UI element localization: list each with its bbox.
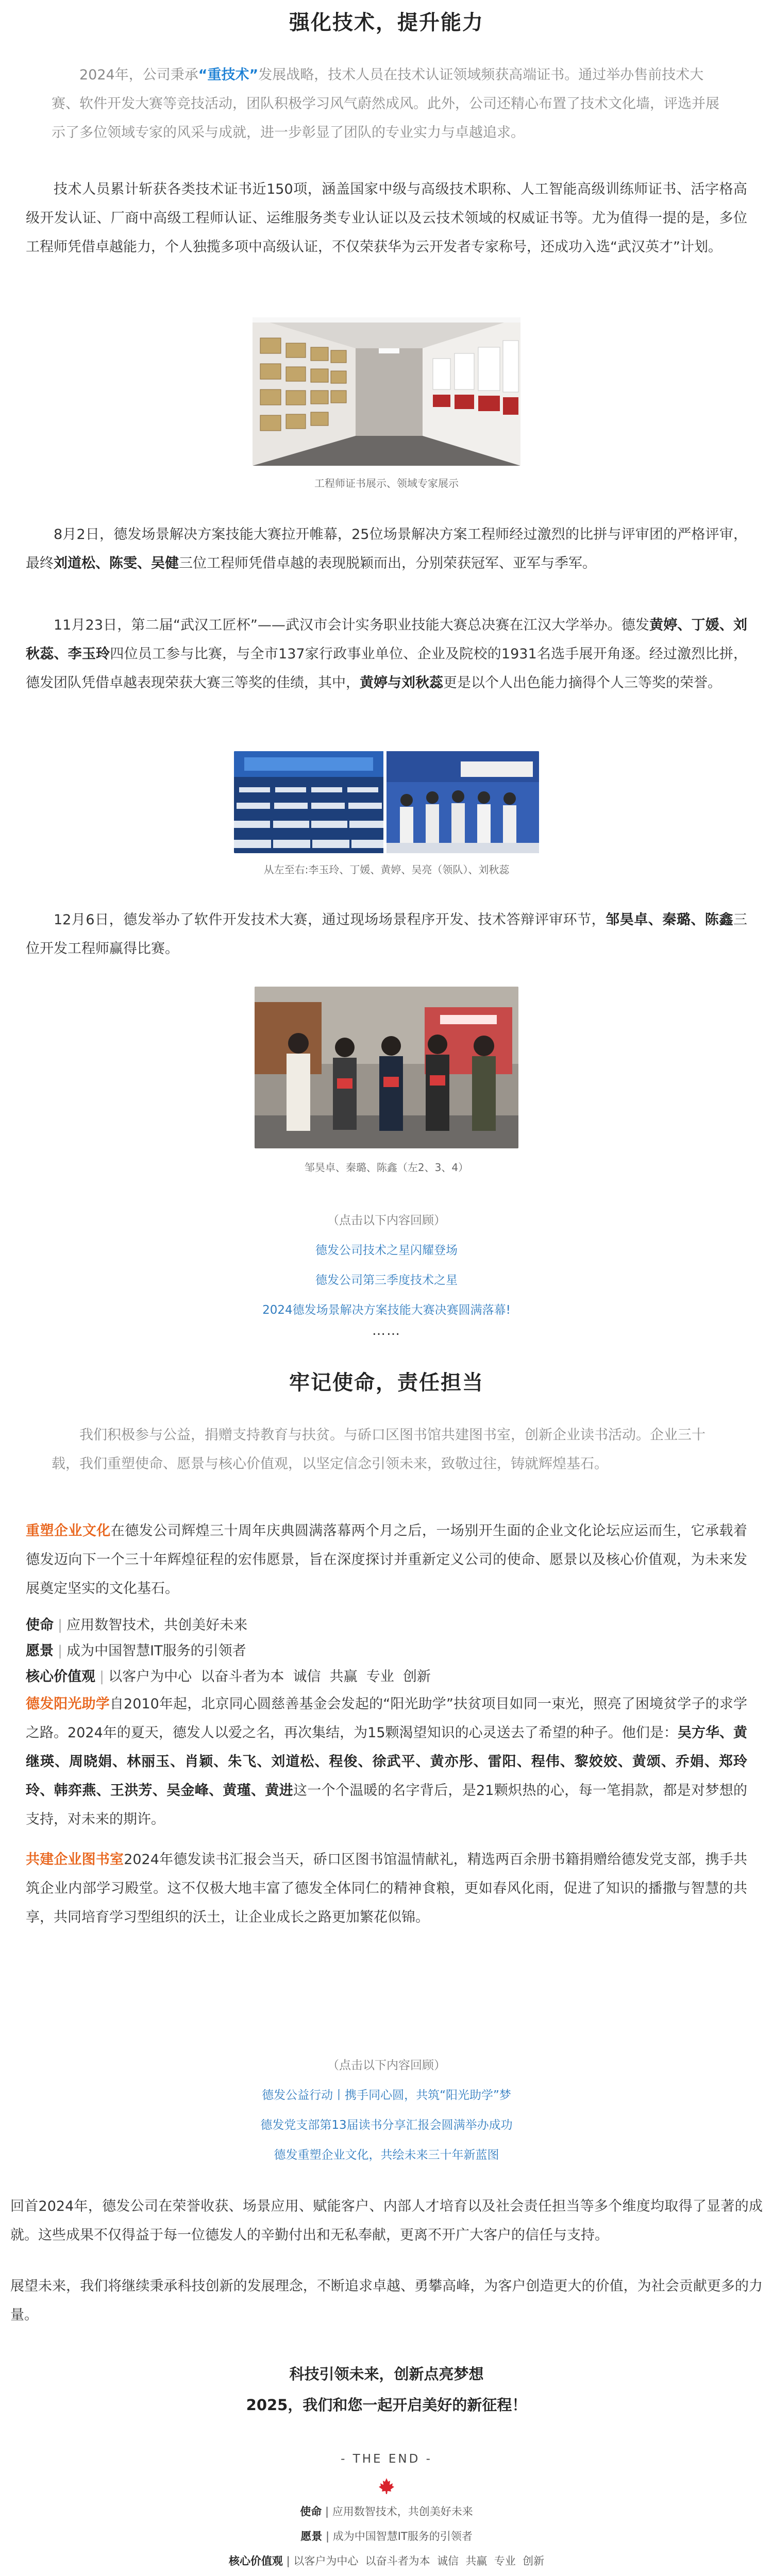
intro-highlight: “重技术” [198,67,259,83]
review-link-scenario-final[interactable]: 2024德发场景解决方案技能大赛决赛圆满落幕! [262,1303,511,1317]
software-text-rest: 三位开发工程师赢得比赛。 [26,912,747,957]
footer-mission-label: 使命 [300,2505,322,2518]
footer-vision: 愿景 | 成为中国智慧IT服务的引领者 [300,2530,473,2543]
culture-paragraph [26,1517,747,1603]
intro-text: 2024年，公司秉承 [79,67,198,83]
sunshine-aid-text-rest: 这一个个温暖的名字背后，是21颗炽热的心，每一笔捐款，都是对梦想的支持，对未来的期许。 [26,1783,748,1827]
section-intro-tech [52,61,721,147]
summary-paragraph-2: 展望未来，我们将继续秉承科技创新的发展理念，不断追求卓越、勇攀高峰，为客户创造更大的价值，为社会贡献更多的力量。 [10,2278,763,2323]
craftsman-award-names: 黄婷与刘秋蕊 [360,675,443,691]
closing-slogan-1: 科技引领未来，创新点亮梦想 [289,2365,484,2383]
footer-mission-value: 应用数智技术，共创美好未来 [332,2505,473,2518]
section-title-tech: 强化技术，提升能力 [289,11,484,35]
certificates-paragraph: 技术人员累计斩获各类技术证书近150项，涵盖国家中级与高级技术职称、人工智能高级训练师证书、活字格高级开发认证、厂商中高级工程师认证、运维服务类专业认证以及云技术领域的权威证书等。尤为值得一提的是，多位工程师凭借卓越能力，个人独揽多项中高级认证，不仅荣获华为云开发者专家称号，还成功入选“武汉英才”计划。 [26,181,747,255]
review-links-mission [0,2050,773,2170]
craftsman-cup-paragraph [26,611,747,698]
mission-label: 使命 [26,1617,54,1633]
library-label: 共建企业图书室 [26,1852,124,1868]
craftsman-text-mid: 四位员工参与比赛，与全市137家行政事业单位、企业及院校的1931名选手展开角逐。经过激烈比拼，德发团队凭借卓越表现荣获大赛三等奖的佳绩，其中， [26,646,747,691]
review-link-tech-star[interactable]: 德发公司技术之星闪耀登场 [315,1244,458,1257]
footer-values: 核心价值观 | 以客户为中心 以奋斗者为本 诚信 共赢 专业 创新 [228,2555,545,2567]
footer-vision-value: 成为中国智慧IT服务的引领者 [332,2530,473,2543]
values-value: 以客户为中心 以奋斗者为本 诚信 共赢 专业 创新 [108,1669,431,1685]
intro-text-rest: 发展战略，技术人员在技术认证领域频获高端证书。通过举办售前技术大赛、软件开发大赛等竞技活动，团队积极学习风气蔚然成风。此外，公司还精心布置了技术文化墙，评选并展示了多位领域专家的风采与成就，进一步彰显了团队的专业实力与卓越追求。 [52,67,719,141]
vision-value: 成为中国智慧IT服务的引领者 [66,1643,246,1659]
software-contest-paragraph [26,906,747,963]
library-text: 2024年德发读书汇报会当天，硚口区图书馆温情献礼，精选两百余册书籍捐赠给德发党支部，携手共筑企业内部学习殿堂。这不仅极大地丰富了德发全体同仁的精神食粮，更如春风化雨，促进了知识的播撒与智慧的共享，共同培育学习型组织的沃土，让企业成长之路更加繁花似锦。 [26,1852,747,1925]
software-winner-names: 邹昊卓、秦璐、陈鑫 [606,912,733,928]
footer-mission: 使命 | 应用数智技术，共创美好未来 [300,2505,473,2518]
certificate-wall-photo [253,317,520,466]
review-link-culture-reshape[interactable]: 德发重塑企业文化，共绘未来三十年新蓝图 [274,2148,499,2162]
vision-label: 愿景 [26,1643,54,1659]
vision-line: 愿景 | 成为中国智慧IT服务的引领者 [26,1643,246,1659]
review-link-q3-tech-star[interactable]: 德发公司第三季度技术之星 [315,1274,458,1287]
values-label: 核心价值观 [26,1669,95,1685]
review-links-header-2: （点击以下内容回顾） [327,2059,446,2072]
section-intro-mission: 我们积极参与公益，捐赠支持教育与扶贫。与硚口区图书馆共建图书室，创新企业读书活动。企业三十载，我们重塑使命、愿景与核心价值观，以坚定信念引领未来，致敬过往，铸就辉煌基石。 [52,1427,705,1472]
culture-label: 重塑企业文化 [26,1523,111,1539]
software-text: 12月6日，德发举办了软件开发技术大赛，通过现场场景程序开发、技术答辩评审环节， [54,912,606,928]
craftsman-participant-names: 黄婷、丁媛、刘秋蕊、李玉玲 [26,617,748,662]
photo-caption-certificates: 工程师证书展示、领域专家展示 [314,477,459,489]
donor-names: 吴方华、黄继瑛、周晓娟、林丽玉、肖颖、朱飞、刘道松、程俊、徐武平、黄亦彤、雷阳、程伟、黎姣姣、黄颂、乔娟、郑玲玲、韩弈燕、王洪芳、吴金峰、黄瑾、黄进 [26,1725,747,1799]
values-line: 核心价值观 | 以客户为中心 以奋斗者为本 诚信 共赢 专业 创新 [26,1669,431,1685]
section-title-mission: 牢记使命，责任担当 [289,1371,484,1395]
sunshine-aid-paragraph [26,1690,747,1834]
sunshine-aid-text: 自2010年起，北京同心圆慈善基金会发起的“阳光助学”扶贫项目如同一束光，照亮了困境贫学子的求学之路。2024年的夏天，德发人以爱之名，再次集结，为15颗渴望知识的心灵送去了希望的种子。他们是： [26,1696,748,1741]
sunshine-aid-label: 德发阳光助学 [26,1696,110,1712]
software-contest-photo [255,987,518,1148]
section-divider-dots: …… [372,1323,401,1338]
craftsman-text: 11月23日，第二届“武汉工匠杯”——武汉市会计实务职业技能大赛总决赛在江汉大学举办。德发 [54,617,650,633]
scenario-contest-paragraph [26,520,747,578]
footer-vision-label: 愿景 [300,2530,323,2543]
footer-values-label: 核心价值观 [228,2555,283,2567]
photo-caption-software: 邹昊卓、秦璐、陈鑫（左2、3、4） [304,1161,469,1174]
maple-leaf-icon [378,2477,395,2495]
craftsman-text-rest: 更是以个人出色能力摘得个人三等奖的荣誉。 [443,675,721,691]
closing-slogan-2: 2025，我们和您一起开启美好的新征程！ [246,2396,527,2414]
review-link-reading-session[interactable]: 德发党支部第13届读书分享汇报会圆满举办成功 [260,2119,513,2132]
contest-text-rest: 三位工程师凭借卓越的表现脱颖而出，分别荣获冠军、亚军与季军。 [179,555,596,571]
photo-caption-craftsman: 从左至右:李玉玲、丁媛、黄婷、吴亮（领队）、刘秋蕊 [263,863,510,876]
review-link-charity[interactable]: 德发公益行动丨携手同心圆，共筑“阳光助学”梦 [262,2089,511,2102]
summary-paragraph-1: 回首2024年，德发公司在荣誉收获、场景应用、赋能客户、内部人才培育以及社会责任担当等多个维度均取得了显著的成就。这些成果不仅得益于每一位德发人的辛勤付出和无私奉献，更离不开广大客户的信任与支持。 [10,2198,763,2243]
craftsman-cup-photo [234,751,539,853]
mission-value: 应用数智技术，共创美好未来 [66,1617,248,1633]
culture-text: 在德发公司辉煌三十周年庆典圆满落幕两个月之后，一场别开生面的企业文化论坛应运而生，它承载着德发迈向下一个三十年辉煌征程的宏伟愿景，旨在深度探讨并重新定义公司的使命、愿景以及核心价值观，为未来发展奠定坚实的文化基石。 [26,1523,748,1597]
contest-winner-names: 刘道松、陈雯、吴健 [54,555,179,571]
the-end-marker: - THE END - [341,2452,432,2466]
review-links-tech [0,1206,773,1325]
contest-text: 8月2日，德发场景解决方案技能大赛拉开帷幕，25位场景解决方案工程师经过激烈的比拼与评审团的严格评审，最终 [26,527,747,571]
footer-values-value: 以客户为中心 以奋斗者为本 诚信 共赢 专业 创新 [293,2555,545,2567]
mission-line: 使命 | 应用数智技术，共创美好未来 [26,1617,248,1633]
review-links-header: （点击以下内容回顾） [327,1214,446,1227]
library-paragraph [26,1845,747,1932]
